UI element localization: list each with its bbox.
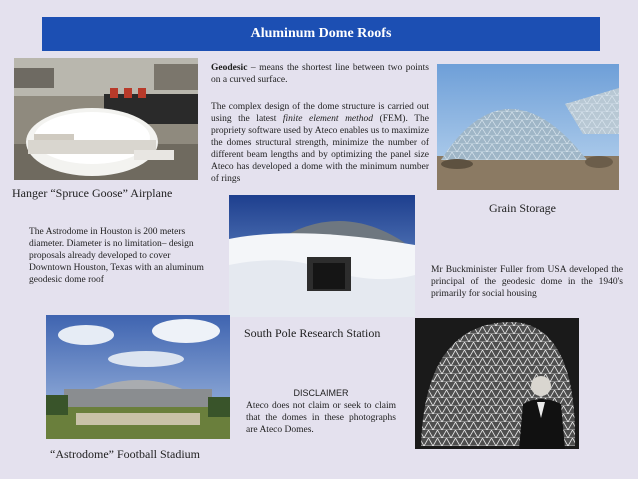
south-pole-station-photo [229,195,415,317]
astrodome-stadium-photo [46,315,230,439]
caption-airplane: Hanger “Spruce Goose” Airplane [12,186,173,200]
title-bar [42,17,600,51]
geodesic-term: Geodesic [211,63,248,73]
geodesic-definition-text: – means the shortest line between two points on a curved surface. [211,63,429,85]
design-paragraph-before: The complex design of the dome structure is carried out using the latest [211,102,429,124]
grain-storage-photo [437,64,619,190]
fuller-note: Mr Buckminister Fuller from USA developed the principal of the geodesic dome in the 1940's primarily for social housing [431,265,623,299]
geodesic-definition [211,62,429,86]
disclaimer-text: Ateco does not claim or seek to claim that the domes in these photographs are Ateco Domes. [246,401,396,435]
spruce-goose-hangar-photo [14,58,198,180]
fuller-dome-photo [415,318,579,449]
disclaimer-heading: DISCLAIMER [293,388,349,398]
slide-title: Aluminum Dome Roofs [250,26,392,41]
caption-astrodome: “Astrodome” Football Stadium [50,447,200,461]
caption-grain: Grain Storage [489,201,556,215]
design-paragraph [211,101,429,185]
astrodome-note: The Astrodome in Houston is 200 meters diameter. Diameter is no limitation– design proposals already developed to cover Downtown Houston, Texas with an aluminum geodesic dome roof [29,227,204,285]
fem-emphasis: finite element method [282,114,374,124]
disclaimer-block [246,388,396,436]
caption-south-pole: South Pole Research Station [244,326,381,340]
design-paragraph-after: (FEM). The propriety software used by Ateco enables us to maximize the domes structural strength, minimize the number of different beam lengths and by optimizing the panel size Ateco has developed a dome with the minimum number of rings [211,114,429,184]
